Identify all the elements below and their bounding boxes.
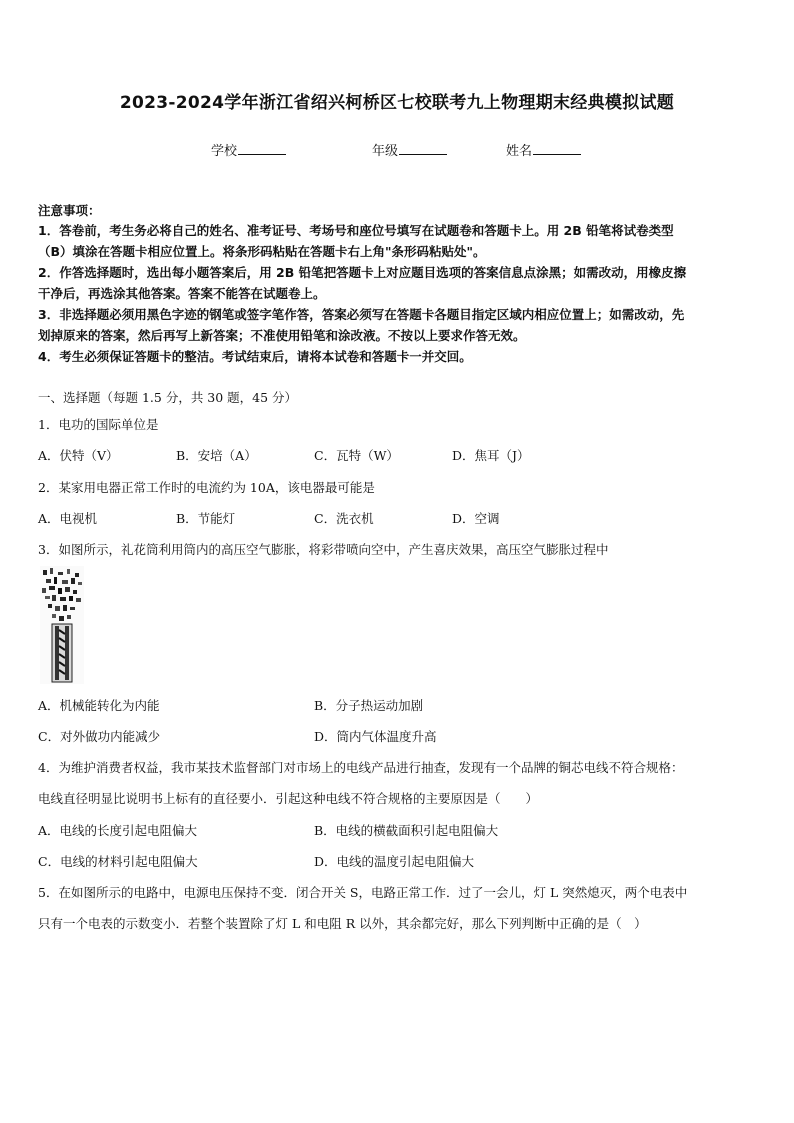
notice-line: 3．非选择题必须用黑色字迹的钢笔或签字笔作答，答案必须写在答题卡各题目指定区域内相应位置上；如需改动，先	[38, 307, 685, 322]
tube	[52, 624, 72, 682]
question-stem: 2．某家用电器正常工作时的电流约为 10A，该电器最可能是	[38, 480, 375, 495]
option-d: D．筒内气体温度升高	[314, 729, 437, 744]
name-blank	[533, 142, 581, 155]
option-b: B．电线的横截面积引起电阻偏大	[314, 823, 499, 838]
student-info-row	[0, 140, 794, 160]
notice-line: 1．答卷前，考生务必将自己的姓名、准考证号、考场号和座位号填写在试题卷和答题卡上。用 2B 铅笔将试卷类型	[38, 223, 674, 238]
exam-title: 2023-2024学年浙江省绍兴柯桥区七校联考九上物理期末经典模拟试题	[119, 93, 675, 113]
option-b: B．安培（A）	[176, 448, 257, 463]
question-stem: 5．在如图所示的电路中，电源电压保持不变．闭合开关 S，电路正常工作．过了一会儿，灯 L 突然熄灭，两个电表中	[38, 885, 688, 900]
question-stem: 电线直径明显比说明书上标有的直径要小．引起这种电线不符合规格的主要原因是（ ）	[38, 791, 539, 806]
option-c: C．对外做功内能减少	[38, 729, 161, 744]
notice-line: 划掉原来的答案，然后再写上新答案；不准使用铅笔和涂改液。不按以上要求作答无效。	[38, 328, 526, 343]
option-c: C．电线的材料引起电阻偏大	[38, 854, 198, 869]
section-heading: 一、选择题（每题 1.5 分，共 30 题，45 分）	[38, 390, 298, 405]
party-popper-figure	[40, 566, 84, 684]
question-stem: 3．如图所示，礼花筒利用筒内的高压空气膨胀，将彩带喷向空中，产生喜庆效果，高压空气膨胀过程中	[38, 542, 609, 557]
option-b: B．分子热运动加剧	[314, 698, 424, 713]
notice-heading: 注意事项：	[38, 203, 101, 218]
option-c: C．洗衣机	[314, 511, 374, 526]
option-a: A．伏特（V）	[38, 448, 119, 463]
option-d: D．空调	[452, 511, 500, 526]
school-label: 学校	[211, 144, 238, 159]
option-d: D．电线的温度引起电阻偏大	[314, 854, 475, 869]
option-d: D．焦耳（J）	[452, 448, 530, 463]
option-a: A．电视机	[38, 511, 98, 526]
grade-blank	[399, 142, 447, 155]
notice-line: 干净后，再选涂其他答案。答案不能答在试题卷上。	[38, 286, 326, 301]
name-field	[506, 140, 581, 159]
school-field	[211, 140, 286, 159]
notice-line: （B）填涂在答题卡相应位置上。将条形码粘贴在答题卡右上角"条形码粘贴处"。	[38, 244, 486, 259]
notice-line: 2．作答选择题时，选出每小题答案后，用 2B 铅笔把答题卡上对应题目选项的答案信息点涂黑；如需改动，用橡皮擦	[38, 265, 687, 280]
grade-field	[372, 140, 447, 159]
name-label: 姓名	[506, 144, 533, 159]
option-a: A．机械能转化为内能	[38, 698, 160, 713]
option-c: C．瓦特（W）	[314, 448, 399, 463]
question-stem: 只有一个电表的示数变小．若整个装置除了灯 L 和电阻 R 以外，其余都完好，那么下列判断中正确的是（ ）	[38, 916, 647, 931]
school-blank	[238, 142, 286, 155]
question-stem: 1．电功的国际单位是	[38, 417, 159, 432]
question-stem: 4．为维护消费者权益，我市某技术监督部门对市场上的电线产品进行抽查，发现有一个品牌的铜芯电线不符合规格：	[38, 760, 684, 775]
option-a: A．电线的长度引起电阻偏大	[38, 823, 198, 838]
option-b: B．节能灯	[176, 511, 236, 526]
grade-label: 年级	[372, 144, 399, 159]
notice-line: 4．考生必须保证答题卡的整洁。考试结束后，请将本试卷和答题卡一并交回。	[38, 349, 472, 364]
